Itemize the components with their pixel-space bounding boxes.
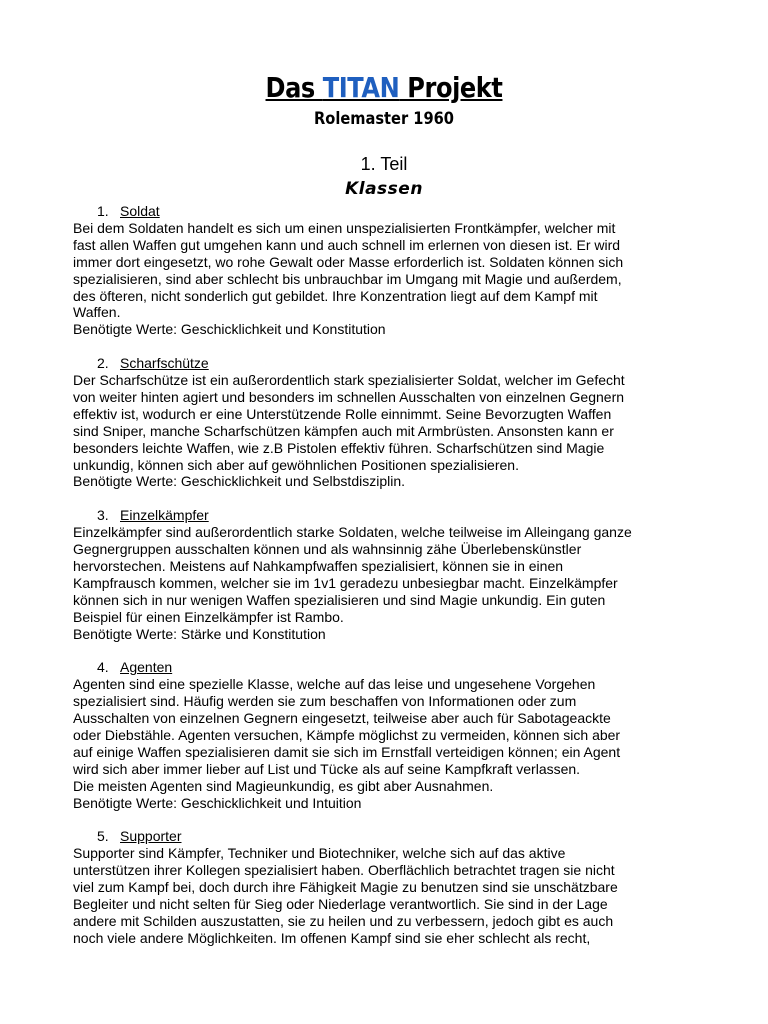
title-accent: TITAN: [322, 71, 400, 104]
paragraph-line: noch viele andere Möglichkeiten. Im offenen Kampf sind sie eher schlecht als recht,: [73, 929, 591, 946]
class-number: 4.: [97, 659, 109, 676]
paragraph-line: besonders leichte Waffen, wie z.B Pistolen effektiv führen. Scharfschützen sind Magie: [73, 439, 605, 456]
paragraph-line: Bei dem Soldaten handelt es sich um einen unspezialisierten Frontkämpfer, welcher mit: [73, 219, 616, 236]
paragraph-line: Gegnergruppen ausschalten können und als wahnsinnig zähe Überlebenskünstler: [73, 541, 582, 558]
class-name: Einzelkämpfer: [120, 507, 209, 524]
class-number: 2.: [97, 355, 109, 372]
paragraph-line: sind Sniper, manche Scharfschützen kämpfen auch mit Armbrüsten. Ansonsten kann er: [73, 422, 614, 439]
paragraph-line: Agenten sind eine spezielle Klasse, welche auf das leise und ungesehene Vorgehen: [73, 676, 596, 693]
paragraph-line: immer dort eingesetzt, wo rohe Gewalt oder Masse erforderlich ist. Soldaten können sich: [73, 253, 624, 270]
class-name: Supporter: [120, 828, 182, 845]
paragraph-line: wird sich aber immer lieber auf List und Tücke als auf seine Kampfkraft verlassen.: [73, 760, 581, 777]
paragraph-line: des öfteren, nicht sonderlich gut gebildet. Ihre Konzentration liegt auf dem Kampf mit: [73, 287, 598, 304]
paragraph-line: unkundig, können sich aber auf gewöhnlichen Positionen spezialisieren.: [73, 456, 519, 473]
document-body: [73, 203, 703, 964]
title-part-2: Projekt: [399, 71, 503, 104]
paragraph-line: andere mit Schilden auszustatten, sie zu heilen und zu verbessern, jedoch gibt es auch: [73, 913, 614, 929]
paragraph-line: können sich in nur wenigen Waffen spezialisieren und sind Magie unkundig. Ein guten: [73, 591, 606, 608]
section-heading: Klassen: [345, 179, 423, 199]
class-number: 1.: [97, 203, 109, 219]
paragraph-line: fast allen Waffen gut umgehen kann und auch schnell im erlernen von diesen ist. Er wird: [73, 236, 621, 253]
paragraph-line: Supporter sind Kämpfer, Techniker und Biotechniker, welche sich auf das aktive: [73, 845, 566, 862]
paragraph-line: spezialisiert sind. Häufig werden sie zum beschaffen von Informationen oder zum: [73, 693, 577, 710]
class-section: [73, 507, 703, 642]
paragraph-line: viel zum Kampf bei, doch durch ihre Fähigkeit Magie zu benutzen sind sie unschätzbare: [73, 879, 618, 896]
class-section: [73, 355, 703, 490]
paragraph-line: oder Diebstähle. Agenten versuchen, Kämpfe möglichst zu vermeiden, können sich aber: [73, 727, 621, 744]
paragraph-line: Kampfrausch kommen, welcher sie im 1v1 geradezu unbesiegbar macht. Einzelkämpfer: [73, 574, 618, 591]
class-heading: [73, 828, 703, 845]
class-section: [73, 203, 703, 338]
paragraph-line: Beispiel für einen Einzelkämpfer ist Rambo.: [73, 608, 344, 625]
paragraph-line: Benötigte Werte: Stärke und Konstitution: [73, 625, 326, 642]
paragraph-line: von weiter hinten agiert und besonders im schnellen Ausschalten von einzelnen Gegnern: [73, 388, 625, 405]
class-heading: [73, 203, 703, 220]
document-title: [54, 70, 714, 106]
paragraph-line: Benötigte Werte: Geschicklichkeit und Selbstdisziplin.: [73, 473, 406, 490]
paragraph-line: Benötigte Werte: Geschicklichkeit und Intuition: [73, 794, 362, 811]
paragraph-line: effektiv ist, wodurch er eine Unterstützende Rolle einnimmt. Seine Bevorzugten Waffen: [73, 405, 612, 422]
paragraph-line: Ausschalten von einzelnen Gegnern eingesetzt, teilweise aber auch für Sabotageackte: [73, 710, 611, 727]
class-heading: [73, 659, 703, 676]
paragraph-line: unterstützen ihrer Kollegen spezialisiert haben. Oberflächlich betrachtet tragen sie nicht: [73, 862, 615, 879]
class-section: [73, 659, 703, 811]
part-label: 1. Teil: [360, 154, 408, 174]
document-subtitle: Rolemaster 1960: [314, 109, 454, 129]
paragraph-line: Einzelkämpfer sind außerordentlich starke Soldaten, welche teilweise im Alleingang ganze: [73, 524, 632, 541]
paragraph-line: hervorstechen. Meistens auf Nahkampfwaffen spezialisiert, können sie in einen: [73, 558, 564, 574]
class-number: 3.: [97, 507, 109, 524]
paragraph-line: Der Scharfschütze ist ein außerordentlich stark spezialisierter Soldat, welcher im Gefecht: [73, 372, 625, 389]
paragraph-line: Die meisten Agenten sind Magieunkundig, es gibt aber Ausnahmen.: [73, 777, 494, 794]
paragraph-line: spezialisieren, sind aber schlecht bis unbrauchbar im Umgang mit Magie und außerdem,: [73, 270, 622, 287]
class-section: [73, 828, 703, 946]
paragraph-line: Waffen.: [73, 304, 121, 321]
class-name: Scharfschütze: [120, 355, 209, 372]
class-name: Agenten: [120, 659, 173, 676]
title-part-1: Das: [265, 71, 323, 104]
paragraph-line: auf einige Waffen spezialisieren damit sie sich im Ernstfall verteidigen können; ein Agent: [73, 743, 621, 760]
class-number: 5.: [97, 828, 109, 845]
paragraph-line: Begleiter und nicht selten für Sieg oder Niederlage verantwortlich. Sie sind in der Lage: [73, 896, 608, 913]
class-heading: [73, 507, 703, 524]
paragraph-line: Benötigte Werte: Geschicklichkeit und Konstitution: [73, 321, 386, 338]
class-name: Soldat: [120, 203, 160, 219]
class-heading: [73, 355, 703, 372]
